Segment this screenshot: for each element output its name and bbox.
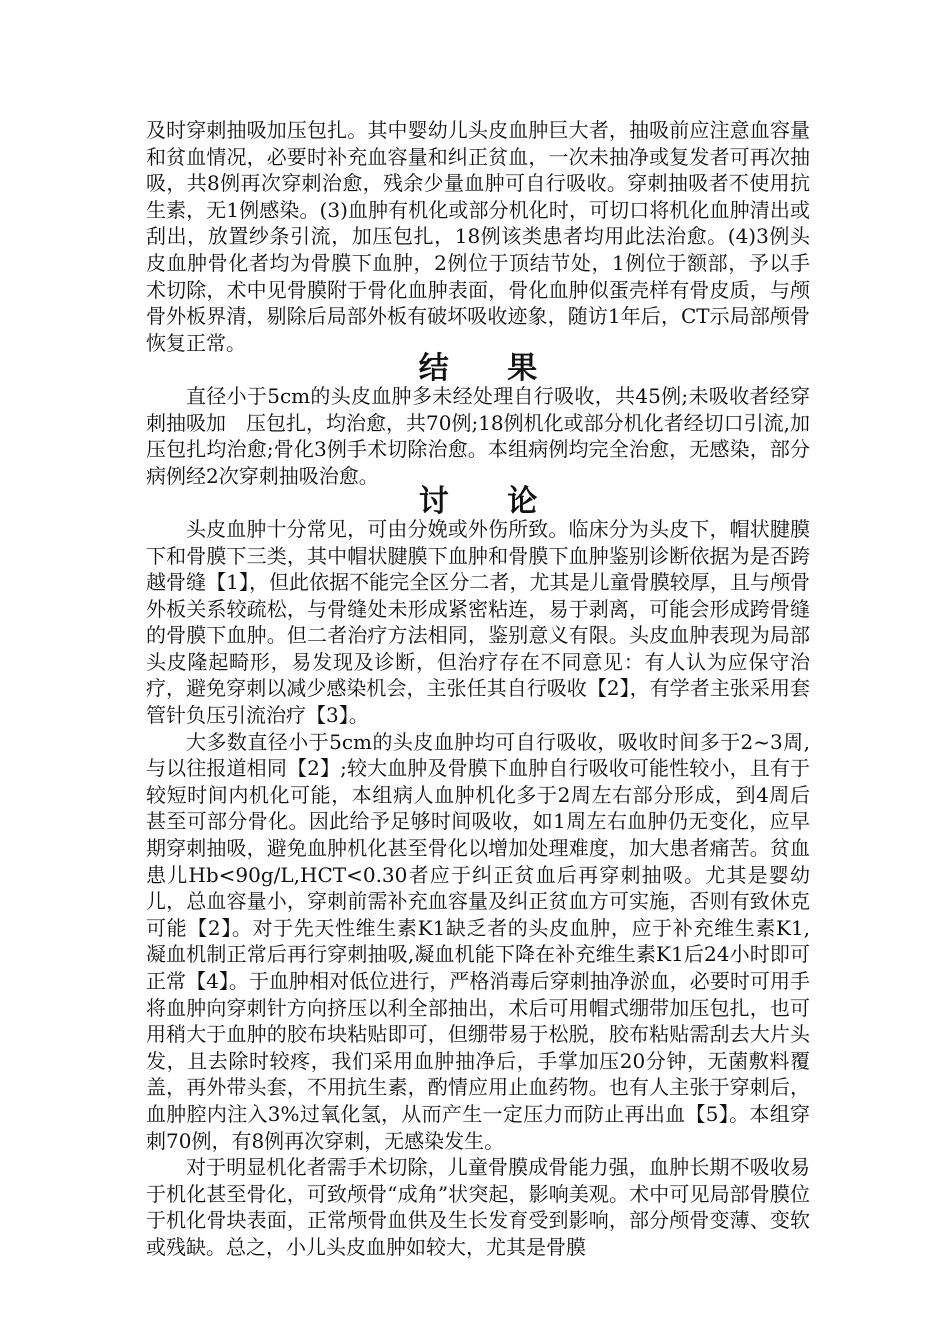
paragraph-discussion-2: 大多数直径小于5cm的头皮血肿均可自行吸收，吸收时间多于2~3周,与以往报道相同【2】;较大血肿及骨膜下血肿自行吸收可能性较小，且有于较短时间内机化可能，本组病人血肿机化多于2周左右部分形成，到4周后甚至可部分骨化。因此给予足够时间吸收，如1周左右血肿仍无变化，应早期穿刺抽吸，避免血肿机化甚至骨化以增加处理难度，加大患者痛苦。贫血患儿Hb<90g/L,HCT<0.30者应于纠正贫血后再穿刺抽吸。尤其是婴幼儿，总血容量小，穿刺前需补充血容量及纠正贫血方可实施，否则有致休克可能【2】。对于先天性维生素K1缺乏者的头皮血肿，应于补充维生素K1,凝血机制正常后再行穿刺抽吸,凝血机能下降在补充维生素K1后24小时即可正常【4】。于血肿相对低位进行，严格消毒后穿刺抽净淤血，必要时可用手将血肿向穿刺针方向挤压以利全部抽出，术后可用帽式绷带加压包扎，也可用稍大于血肿的胶布块粘贴即可，但绷带易于松脱，胶布粘贴需刮去大片头发，且去除时较疼，我们采用血肿抽净后，手掌加压20分钟，无菌敷料覆盖，再外带头套，不用抗生素，酌情应用止血药物。也有人主张于穿刺后，血肿腔内注入3%过氧化氢，从而产生一定压力而防止再出血【5】。本组穿刺70例，有8例再次穿刺，无感染发生。	[146, 729, 810, 1153]
paragraph-discussion-3: 对于明显机化者需手术切除，儿童骨膜成骨能力强，血肿长期不吸收易于机化甚至骨化，可致颅骨“成角”状突起，影响美观。术中可见局部骨膜位于机化骨块表面，正常颅骨血供及生长发育受到影响，部分颅骨变薄、变软或残缺。总之，小儿头皮血肿如较大，尤其是骨膜	[146, 1155, 810, 1259]
document-body	[146, 117, 810, 1261]
section-heading-results: 结 果	[418, 351, 562, 387]
paragraph-methods-continued: 及时穿刺抽吸加压包扎。其中婴幼儿头皮血肿巨大者，抽吸前应注意血容量和贫血情况，必要时补充血容量和纠正贫血，一次未抽净或复发者可再次抽吸，共8例再次穿刺治愈，残余少量血肿可自行吸收。穿刺抽吸者不使用抗生素，无1例感染。(3)血肿有机化或部分机化时，可切口将机化血肿清出或刮出，放置纱条引流，加压包扎，18例该类患者均用此法治愈。(4)3例头皮血肿骨化者均为骨膜下血肿，2例位于顶结节处，1例位于额部，予以手术切除，术中见骨膜附于骨化血肿表面，骨化血肿似蛋壳样有骨皮质，与颅骨外板界清，剔除后局部外板有破坏吸收迹象，随访1年后，CT示局部颅骨恢复正常。	[146, 118, 810, 355]
paragraph-results: 直径小于5cm的头皮血肿多未经处理自行吸收，共45例;未吸收者经穿刺抽吸加 压包扎，均治愈，共70例;18例机化或部分机化者经切口引流,加压包扎均治愈;骨化3例手术切除治愈。本组病例均完全治愈，无感染，部分病例经2次穿刺抽吸治愈。	[146, 383, 810, 488]
section-heading-discussion: 讨 论	[418, 484, 562, 520]
paragraph-discussion-1: 头皮血肿十分常见，可由分娩或外伤所致。临床分为头皮下，帽状腱膜下和骨膜下三类，其中帽状腱膜下血肿和骨膜下血肿鉴别诊断依据为是否跨越骨缝【1】，但此依据不能完全区分二者，尤其是儿童骨膜较厚，且与颅骨外板关系较疏松，与骨缝处未形成紧密粘连，易于剥离，可能会形成跨骨缝的骨膜下血肿。但二者治疗方法相同，鉴别意义有限。头皮血肿表现为局部头皮隆起畸形，易发现及诊断，但治疗存在不同意见：有人认为应保守治疗，避免穿刺以减少感染机会，主张任其自行吸收【2】，有学者主张采用套管针负压引流治疗【3】。	[146, 516, 810, 728]
